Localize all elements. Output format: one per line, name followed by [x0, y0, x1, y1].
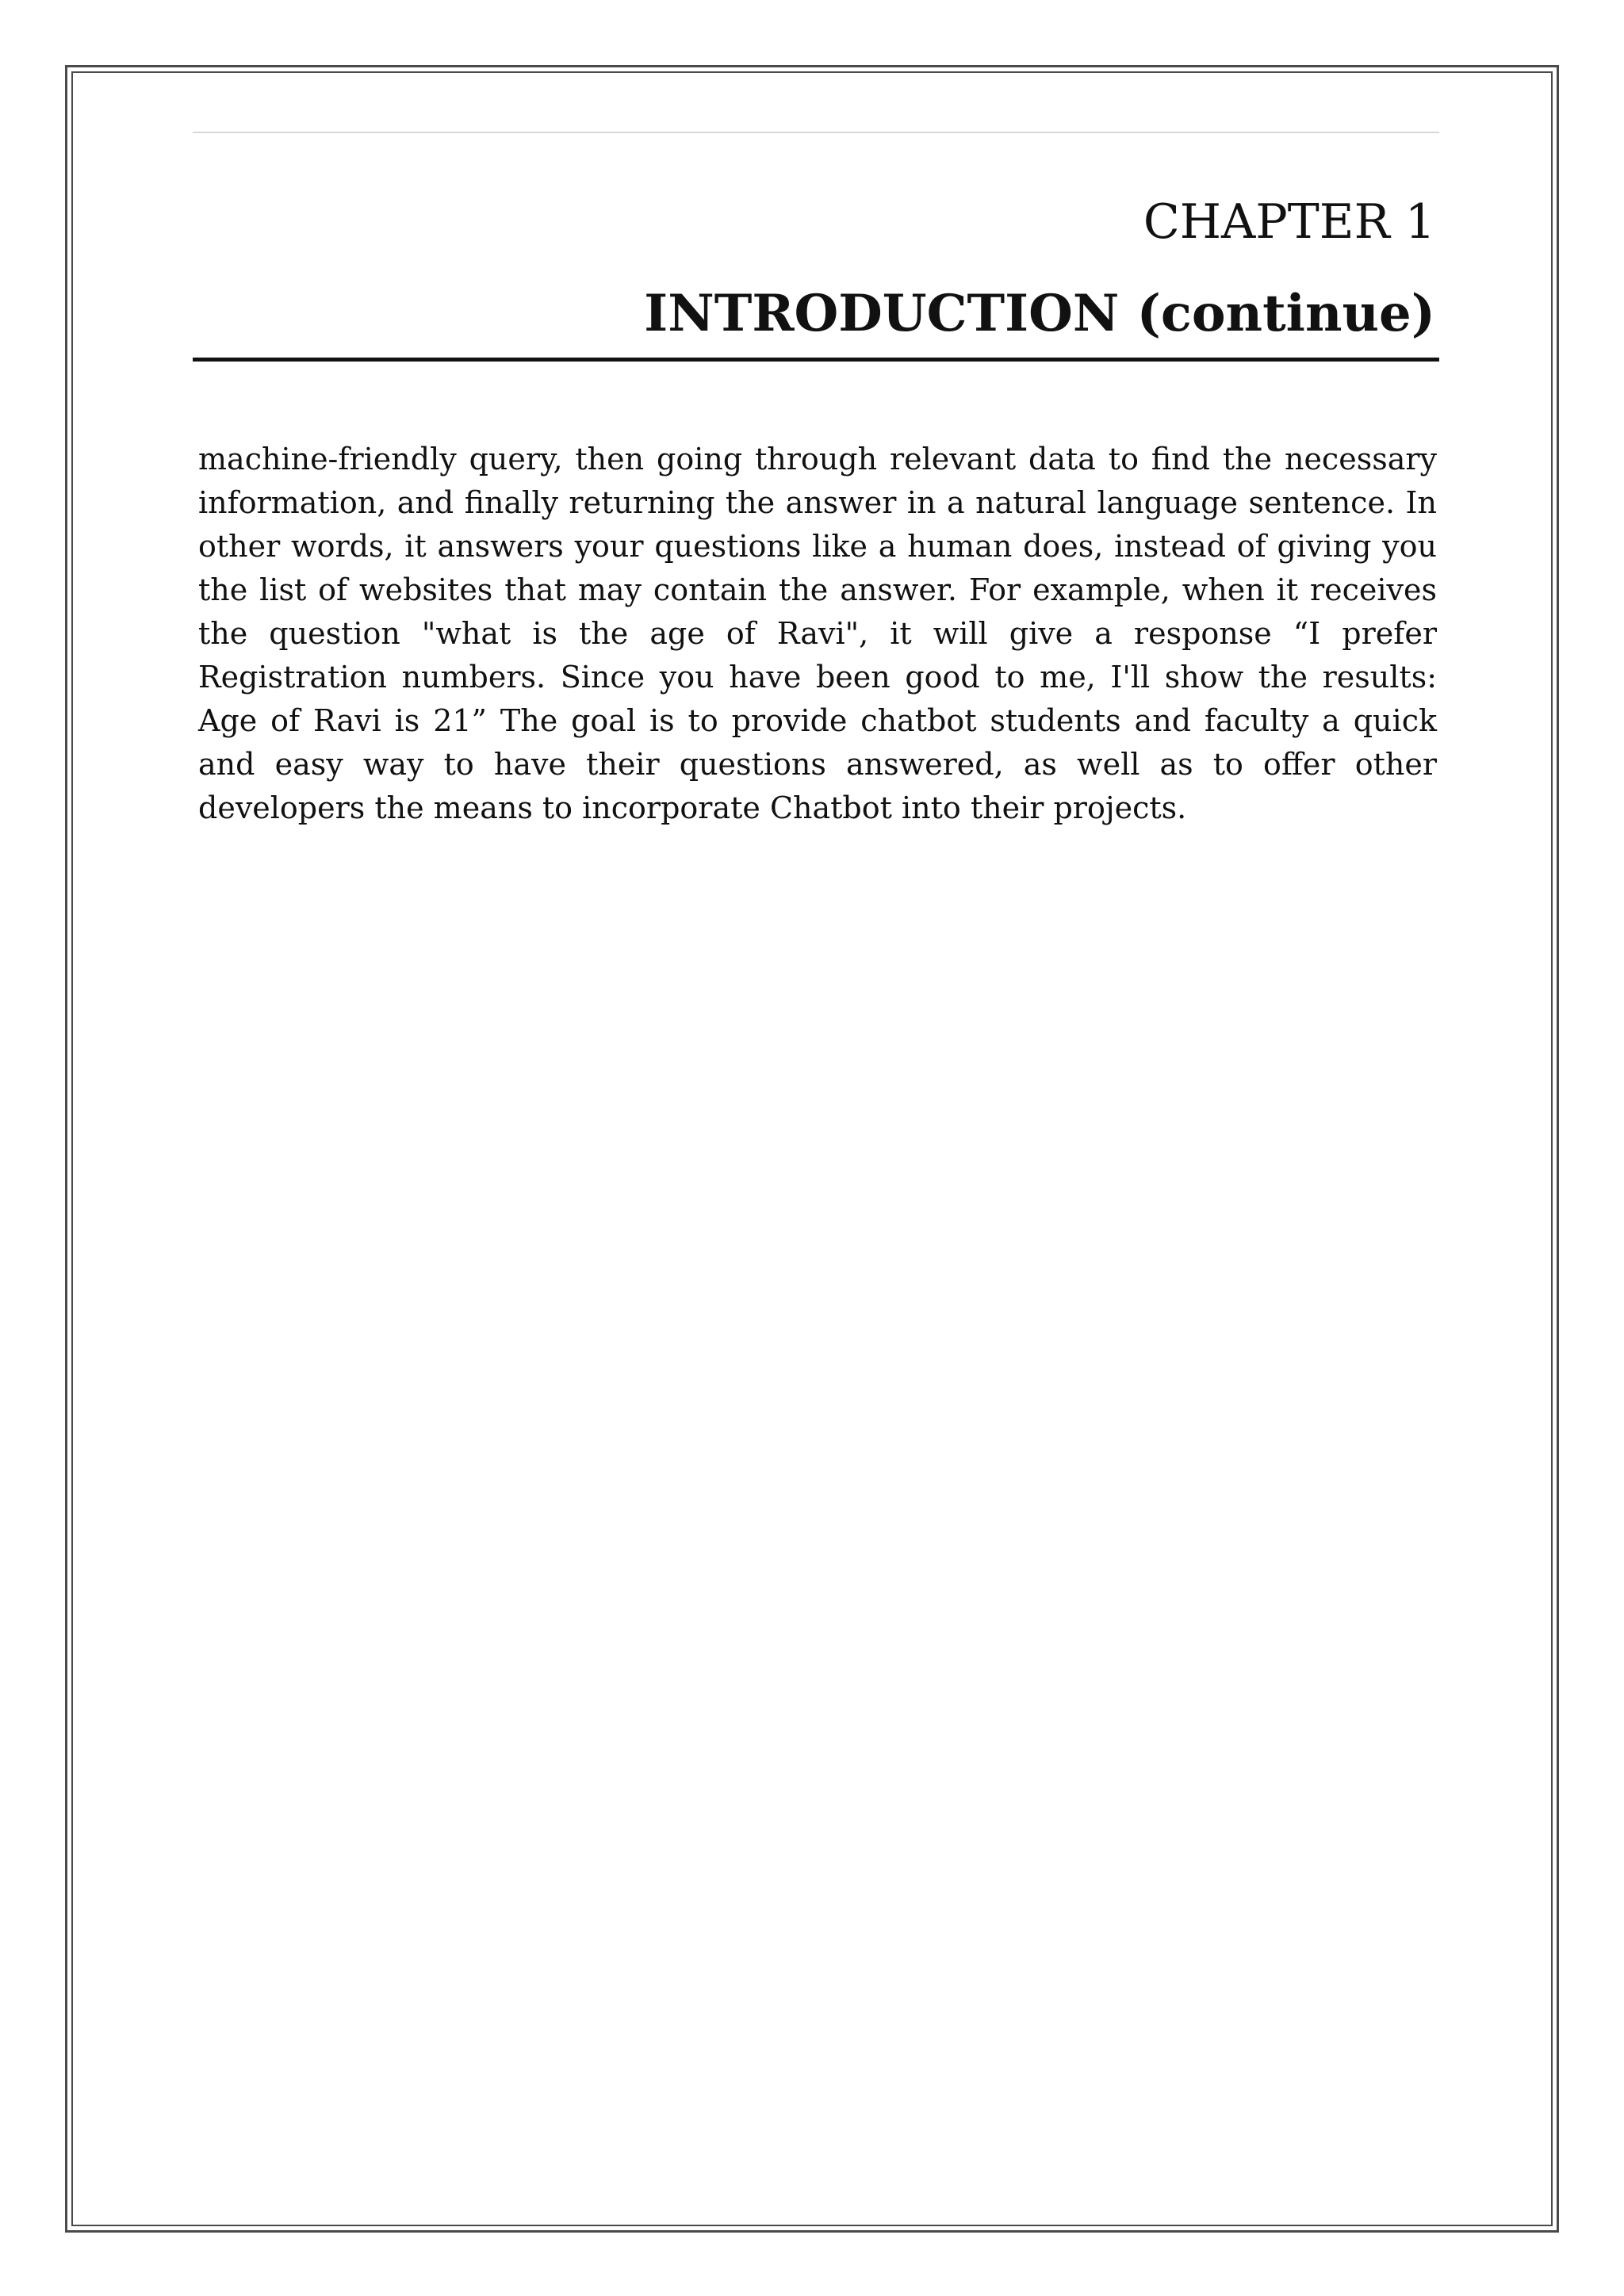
- title-rule: [193, 358, 1439, 362]
- chapter-title: INTRODUCTION (continue): [644, 284, 1435, 343]
- body-paragraph: machine-friendly query, then going through relevant data to find the necessary information, and finally returning the answer in a natural language sentence. In other words, it answers your questions like a human does, instead of giving you the list of websites that may contain the answer. For example, when it receives the question "what is the age of Ravi", it will give a response “I prefer Registration numbers. Since you have been good to me, I'll show the results: Age of Ravi is 21” The goal is to provide chatbot students and faculty a quick and easy way to have their questions answered, as well as to offer other developers the means to incorporate Chatbot into their projects.: [198, 442, 1437, 825]
- page-border-inner: [71, 71, 1553, 2226]
- chapter-number: CHAPTER 1: [1143, 194, 1435, 250]
- header-rule: [193, 132, 1439, 133]
